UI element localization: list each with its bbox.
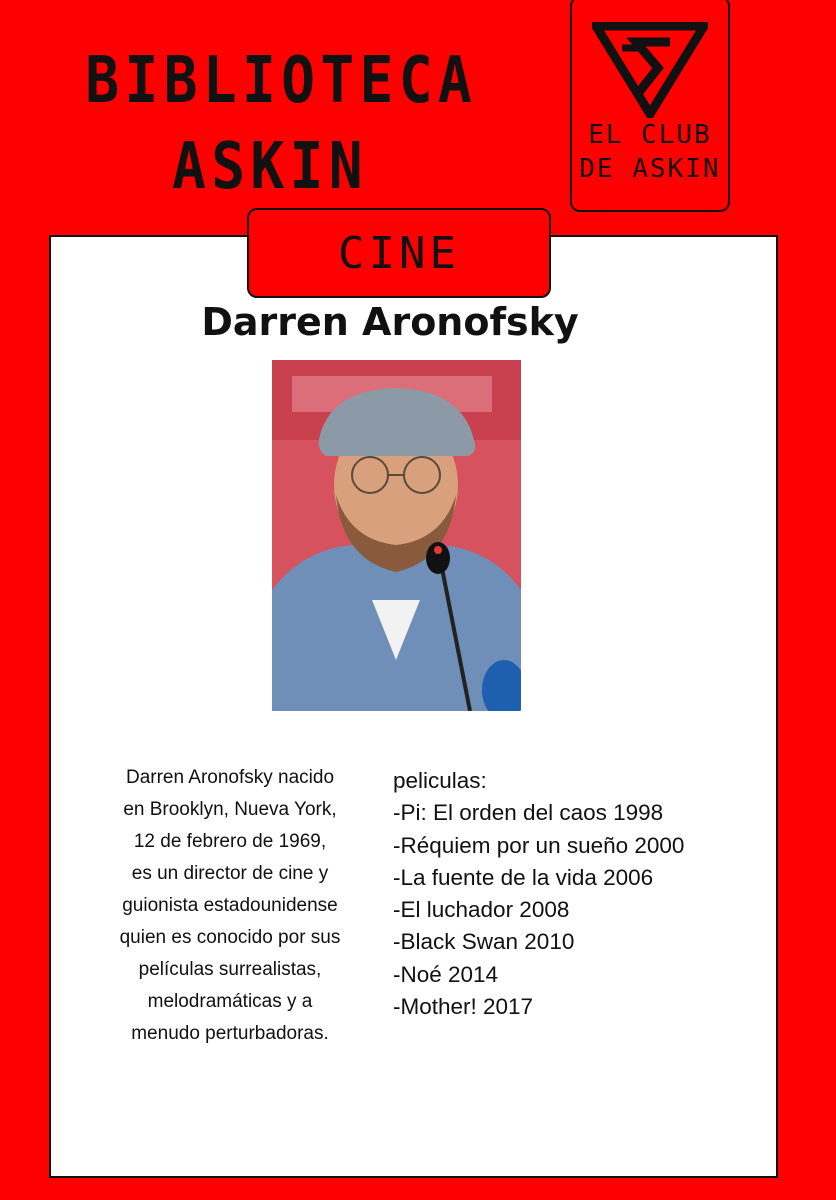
person-name: Darren Aronofsky	[201, 300, 579, 344]
club-name	[572, 118, 728, 186]
club-name-line2: DE ASKIN	[579, 154, 721, 184]
film-item: -Réquiem por un sueño 2000	[393, 832, 685, 858]
film-item: -El luchador 2008	[393, 897, 570, 923]
filmography-heading: peliculas:	[393, 768, 487, 793]
section-tab-label: CINE	[338, 227, 460, 279]
biography	[92, 762, 368, 1050]
bio-line: Darren Aronofsky nacido	[125, 767, 335, 788]
bio-line: melodramáticas y a	[147, 991, 313, 1012]
library-title-line1: BIBLIOTECA	[85, 44, 478, 118]
bio-line: quien es conocido por sus	[119, 927, 341, 948]
film-item: -Noé 2014	[393, 961, 499, 987]
portrait-photo	[272, 360, 521, 711]
club-name-line1: EL CLUB	[588, 120, 712, 150]
library-title	[85, 38, 478, 210]
film-item: -La fuente de la vida 2006	[393, 864, 654, 890]
film-item: -Pi: El orden del caos 1998	[393, 800, 664, 826]
bio-line: es un director de cine y	[131, 863, 329, 884]
film-item: -Mother! 2017	[393, 994, 534, 1020]
bio-line: 12 de febrero de 1969,	[133, 831, 327, 852]
section-tab-cine	[247, 208, 551, 298]
club-badge	[570, 0, 730, 212]
bio-line: guionista estadounidense	[122, 895, 338, 916]
film-item: -Black Swan 2010	[393, 929, 575, 955]
library-title-line2: ASKIN	[172, 130, 368, 204]
bio-line: películas surrealistas,	[138, 959, 322, 980]
bio-line: menudo perturbadoras.	[131, 1023, 329, 1044]
filmography	[393, 765, 753, 1023]
triangle-s-logo-icon	[592, 22, 708, 118]
bio-line: en Brooklyn, Nueva York,	[123, 799, 337, 820]
